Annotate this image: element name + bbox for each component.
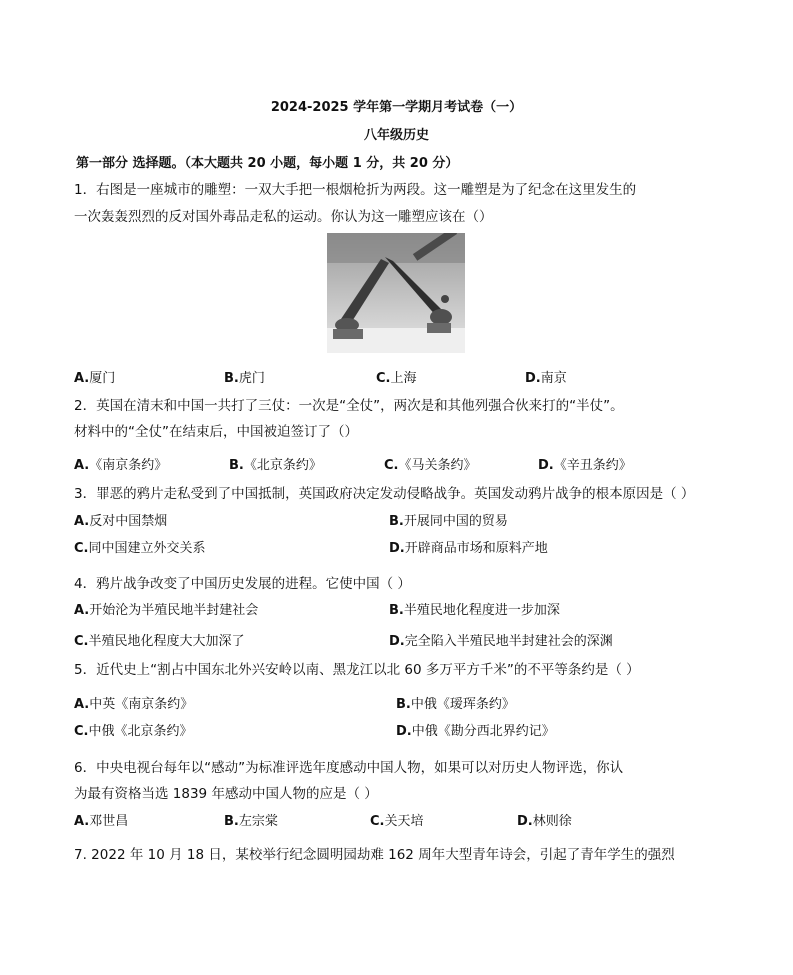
q1-stem-line2: 一次轰轰烈烈的反对国外毒品走私的运动。你认为这一雕塑应该在（） bbox=[74, 209, 493, 225]
q6-option-a[interactable]: A.邓世昌 bbox=[74, 814, 129, 829]
q3-stem-line1: 3．罪恶的鸦片走私受到了中国抵制，英国政府决定发动侵略战争。英国发动鸦片战争的根本原因是（ ） bbox=[74, 486, 695, 502]
q1-option-b[interactable]: B.虎门 bbox=[224, 371, 265, 386]
q1-option-c[interactable]: C.上海 bbox=[376, 371, 417, 386]
q2-stem-line1: 2．英国在清末和中国一共打了三仗：一次是“全仗”，两次是和其他列强合伙来打的“半仗”。 bbox=[74, 398, 624, 414]
smoke-pipe-sculpture-photo bbox=[327, 233, 465, 353]
q2-option-a[interactable]: A.《南京条约》 bbox=[74, 458, 168, 473]
q4-stem-line1: 4．鸦片战争改变了中国历史发展的进程。它使中国（ ） bbox=[74, 576, 411, 592]
q1-option-d[interactable]: D.南京 bbox=[525, 371, 567, 386]
q2-stem-line2: 材料中的“全仗”在结束后，中国被迫签订了（） bbox=[74, 424, 358, 440]
q6-option-b[interactable]: B.左宗棠 bbox=[224, 814, 278, 829]
q3-option-a[interactable]: A.反对中国禁烟 bbox=[74, 514, 168, 529]
q3-option-c[interactable]: C.同中国建立外交关系 bbox=[74, 541, 206, 556]
q5-option-a[interactable]: A.中英《南京条约》 bbox=[74, 697, 194, 712]
q2-option-d[interactable]: D.《辛丑条约》 bbox=[538, 458, 632, 473]
q6-option-c[interactable]: C.关天培 bbox=[370, 814, 424, 829]
q5-option-b[interactable]: B.中俄《瑷珲条约》 bbox=[396, 697, 515, 712]
exam-subtitle: 八年级历史 bbox=[363, 128, 429, 143]
q6-option-d[interactable]: D.林则徐 bbox=[517, 814, 572, 829]
q3-option-b[interactable]: B.开展同中国的贸易 bbox=[389, 514, 508, 529]
q4-option-b[interactable]: B.半殖民地化程度进一步加深 bbox=[389, 603, 560, 618]
q1-option-a[interactable]: A.厦门 bbox=[74, 371, 116, 386]
q4-option-a[interactable]: A.开始沦为半殖民地半封建社会 bbox=[74, 603, 259, 618]
q1-stem-line1: 1．右图是一座城市的雕塑：一双大手把一根烟枪折为两段。这一雕塑是为了纪念在这里发生的 bbox=[74, 182, 637, 198]
q2-option-b[interactable]: B.《北京条约》 bbox=[229, 458, 322, 473]
q6-stem-line1: 6．中央电视台每年以“感动”为标准评选年度感动中国人物，如果可以对历史人物评选，你认 bbox=[74, 760, 624, 776]
q4-option-c[interactable]: C.半殖民地化程度大大加深了 bbox=[74, 634, 245, 649]
q6-stem-line2: 为最有资格当选 1839 年感动中国人物的应是（ ） bbox=[74, 786, 378, 802]
q5-option-d[interactable]: D.中俄《勘分西北界约记》 bbox=[396, 724, 555, 739]
q5-stem-line1: 5．近代史上“割占中国东北外兴安岭以南、黑龙江以北 60 多万平方千米”的不平等条约是（ ） bbox=[74, 662, 640, 678]
exam-title: 2024-2025 学年第一学期月考试卷（一） bbox=[270, 100, 523, 115]
section-heading: 第一部分 选择题。（本大题共 20 小题，每小题 1 分，共 20 分） bbox=[76, 156, 459, 171]
q5-option-c[interactable]: C.中俄《北京条约》 bbox=[74, 724, 193, 739]
q3-option-d[interactable]: D.开辟商品市场和原料产地 bbox=[389, 541, 548, 556]
q7-stem-line1: 7. 2022 年 10 月 18 日，某校举行纪念圆明园劫难 162 周年大型青年诗会，引起了青年学生的强烈 bbox=[74, 847, 675, 863]
q2-option-c[interactable]: C.《马关条约》 bbox=[384, 458, 477, 473]
q4-option-d[interactable]: D.完全陷入半殖民地半封建社会的深渊 bbox=[389, 634, 613, 649]
